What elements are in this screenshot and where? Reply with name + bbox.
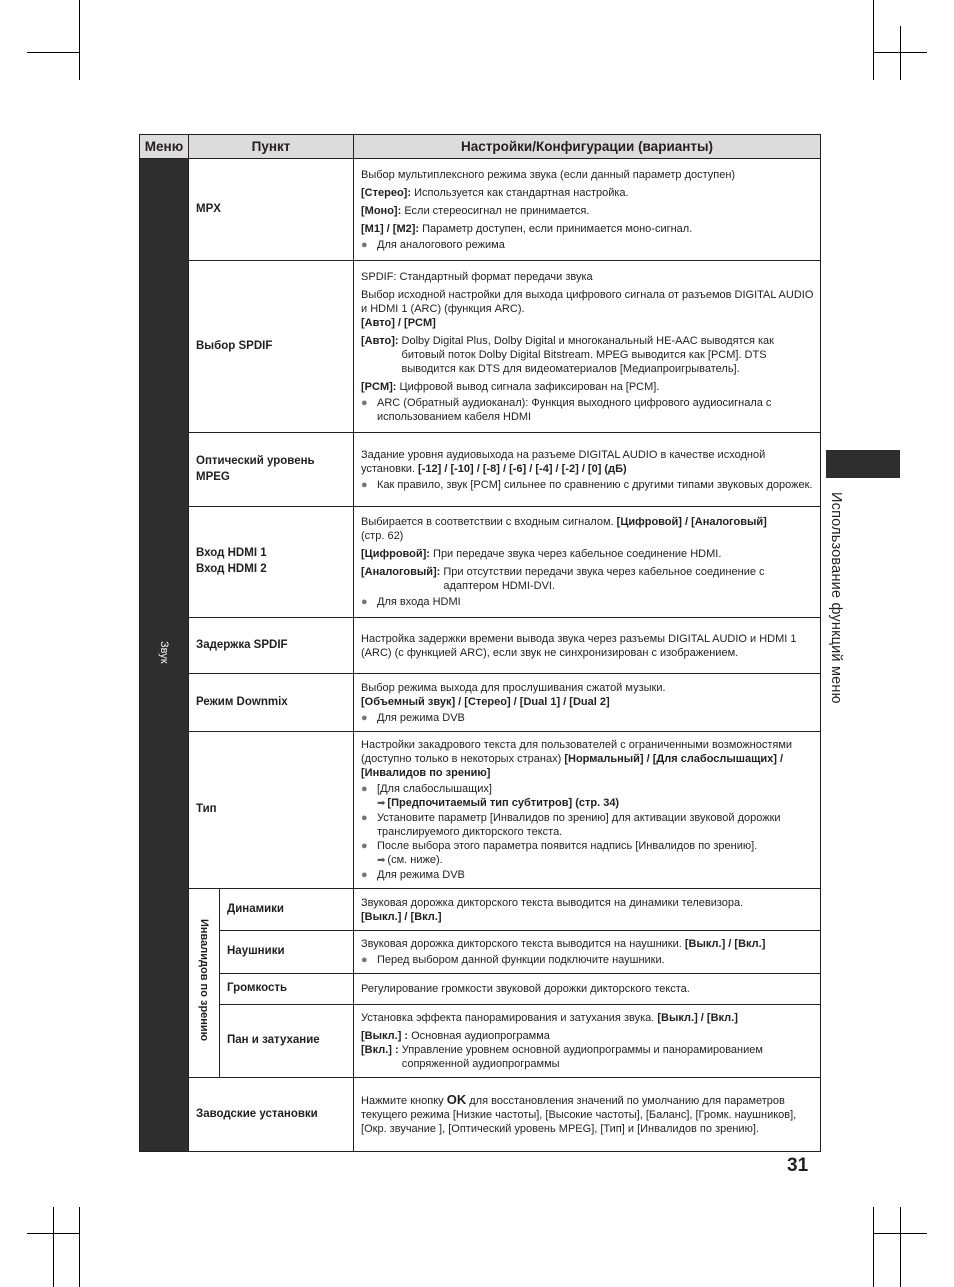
item-spdif: Выбор SPDIF — [189, 261, 354, 433]
desc-line — [361, 565, 814, 593]
table-row — [140, 889, 821, 931]
bullet-item: ● Для режима DVB — [361, 711, 814, 725]
bullet-text: Перед выбором данной функции подключите наушники. — [377, 954, 665, 966]
bullet-text: Установите параметр [Инвалидов по зрению] для активации звуковой дорожки транслируемого дикторского текста. — [377, 812, 781, 838]
sound-menu-table — [139, 134, 821, 1152]
desc-text: Настройка задержки времени вывода звука через разъемы DIGITAL AUDIO и HDMI 1 (ARC) (с функцией ARC), если звук не синхронизирован с изображением. — [361, 632, 797, 659]
desc-text: SPDIF: Стандартный формат передачи звука — [361, 270, 593, 283]
bullet-text: Как правило, звук [PCM] сильнее по сравнению с другими типами звуковых дорожек. — [377, 478, 813, 491]
bullet-item: ● Для аналогового режима — [361, 238, 814, 252]
table-row — [140, 974, 821, 1005]
table-row — [140, 507, 821, 618]
desc-line — [361, 738, 814, 780]
desc-text: Основная аудиопрограмма — [411, 1030, 550, 1042]
desc-text: Звуковая дорожка дикторского текста выводится на динамики телевизора. — [361, 896, 744, 909]
desc-text: При отсутствии передачи звука через кабельное соединение с адаптером HDMI-DVI. — [443, 566, 765, 592]
desc-optical — [354, 433, 821, 507]
desc-text: Выбор режима выхода для прослушивания сжатой музыки. — [361, 681, 666, 694]
desc-mpx — [354, 159, 821, 261]
table-header — [140, 135, 821, 159]
desc-text: Используется как стандартная настройка. — [414, 186, 629, 199]
desc-hdmi — [354, 507, 821, 618]
table-row — [140, 732, 821, 889]
crop-mark — [873, 0, 874, 80]
bullet-item: ● ARC (Обратный аудиоканал): Функция выходного цифрового аудиосигнала с использованием кабеля HDMI — [361, 396, 814, 424]
bullet-item: ● [Для слабослышащих] ➡ [Предпочитаемый тип субтитров] (стр. 34) — [361, 783, 620, 809]
desc-line — [361, 547, 814, 561]
item-hdmi — [189, 507, 354, 618]
desc-line — [361, 1093, 814, 1136]
crop-mark — [900, 26, 901, 80]
subsection-label: Инвалидов по зрению — [198, 919, 210, 1042]
desc-text: Регулирование громкости звуковой дорожки дикторского текста. — [361, 983, 690, 995]
arrow-right-icon: ➡ — [377, 798, 386, 809]
desc-text: Параметр доступен, если принимается моно-сигнал. — [422, 222, 693, 235]
option-label: [Авто]: — [361, 334, 399, 347]
desc-line — [361, 380, 814, 394]
side-tab-label: Использование функций меню — [828, 492, 844, 704]
desc-pan — [354, 1005, 821, 1078]
ok-button-label: OK — [446, 1092, 467, 1107]
table-row — [140, 159, 821, 261]
options-text: [Авто] / [PCM] — [361, 316, 436, 329]
desc-line — [361, 681, 814, 709]
table-row — [140, 674, 821, 732]
desc-line — [361, 1029, 814, 1043]
desc-line — [361, 515, 814, 543]
desc-reset — [354, 1078, 821, 1152]
section-sound — [140, 159, 189, 1152]
option-label: [Выкл.] : — [361, 1030, 409, 1042]
page-number: 31 — [787, 1155, 809, 1176]
desc-line — [361, 186, 814, 200]
option-label: [PCM]: — [361, 380, 397, 393]
desc-line — [361, 448, 814, 476]
bullet-text: Для режима DVB — [377, 869, 465, 881]
desc-text: Цифровой вывод сигнала зафиксирован на [PCM]. — [399, 380, 660, 393]
options-text: [Выкл.] / [Вкл.] — [657, 1012, 738, 1024]
item-pan: Пан и затухание — [220, 1005, 354, 1078]
item-delay: Задержка SPDIF — [189, 618, 354, 674]
crop-mark — [53, 1207, 54, 1287]
header-menu: Меню — [140, 135, 189, 159]
bullet-item: ● Для входа HDMI — [361, 595, 814, 609]
desc-delay — [354, 618, 821, 674]
page-ref: (стр. 62) — [361, 530, 404, 542]
bullet-text: Для режима DVB — [377, 711, 465, 724]
bullet-text: Для аналогового режима — [377, 238, 505, 251]
header-item: Пункт — [189, 135, 354, 159]
desc-text: Нажмите кнопку — [361, 1095, 444, 1107]
desc-text: Выбор мультиплексного режима звука (если данный параметр доступен) — [361, 168, 736, 181]
desc-text: Установка эффекта панорамирования и затухания звука. — [361, 1012, 655, 1024]
table-row — [140, 931, 821, 974]
desc-text: Dolby Digital Plus, Dolby Digital и многоканальный HE-AAC выводятся как битовый поток Dolby Digital Bitstream. MPEG выводится как [PCM]. DTS выводится как DTS для видеоматериалов [Медиапроигрыватель]. — [401, 334, 774, 375]
desc-text: Задание уровня аудиовыхода на разъеме DIGITAL AUDIO в качестве исходной установки. — [361, 448, 766, 475]
option-label: [Моно]: — [361, 204, 402, 217]
bullet-text: ARC (Обратный аудиоканал): Функция выходного цифрового аудиосигнала с использованием кабеля HDMI — [377, 396, 772, 423]
option-label: [Вкл.] : — [361, 1044, 399, 1056]
bullet-item: ● Как правило, звук [PCM] сильнее по сравнению с другими типами звуковых дорожек. — [361, 478, 813, 491]
item-mpx: MPX — [189, 159, 354, 261]
desc-line — [361, 1043, 814, 1071]
desc-line — [361, 204, 814, 218]
item-downmix: Режим Downmix — [189, 674, 354, 732]
option-label: [Аналоговый]: — [361, 566, 441, 578]
bullet-item: ● Установите параметр [Инвалидов по зрению] для активации звуковой дорожки транслируемого дикторского текста. — [361, 811, 814, 839]
desc-text: Звуковая дорожка дикторского текста выводится на наушники. — [361, 938, 682, 950]
desc-volume — [354, 974, 821, 1005]
desc-line — [361, 937, 814, 951]
crop-mark — [27, 52, 80, 53]
table-row — [140, 261, 821, 433]
item-volume: Громкость — [220, 974, 354, 1005]
bullet-item: ● Для режима DVB — [361, 868, 814, 882]
crop-mark — [900, 1207, 901, 1287]
options-text: [Выкл.] / [Вкл.] — [361, 910, 442, 923]
crop-mark — [79, 0, 80, 80]
desc-spdif — [354, 261, 821, 433]
desc-text: Настройки закадрового текста для пользователей с ограниченными возможностями (доступно только в некоторых странах) — [361, 739, 793, 765]
bullet-text: Для входа HDMI — [377, 596, 461, 608]
item-speakers: Динамики — [220, 889, 354, 931]
desc-text: Если стереосигнал не принимается. — [404, 204, 590, 217]
desc-headphones — [354, 931, 821, 974]
option-label: [Стерео]: — [361, 186, 412, 199]
desc-speakers — [354, 889, 821, 931]
crop-mark — [873, 1207, 874, 1287]
item-label: Вход HDMI 2 — [196, 563, 267, 575]
desc-line — [361, 334, 814, 376]
options-text: [-12] / [-10] / [-8] / [-6] / [-4] / [-2] / [0] (дБ) — [418, 462, 627, 475]
item-optical: Оптический уровень MPEG — [189, 433, 354, 507]
desc-line — [361, 1011, 814, 1025]
subsection-visually-impaired — [189, 889, 220, 1078]
options-text: [Нормальный] / [Для слабослышащих] / [Инвалидов по зрению] — [361, 753, 784, 779]
bullet-item: ● Перед выбором данной функции подключите наушники. — [361, 953, 814, 967]
bullet-item: ● После выбора этого параметра появится надпись [Инвалидов по зрению]. ➡ (см. ниже). — [361, 840, 758, 866]
options-text: [Выкл.] / [Вкл.] — [684, 938, 766, 950]
options-text: [Объемный звук] / [Стерео] / [Dual 1] / [Dual 2] — [361, 695, 610, 708]
options-text: [Цифровой] / [Аналоговый] — [616, 516, 767, 528]
table-row — [140, 618, 821, 674]
desc-text: Выбирается в соответствии с входным сигналом. — [361, 516, 614, 528]
section-label: Звук — [158, 641, 170, 664]
cross-reference: [Предпочитаемый тип субтитров] (стр. 34) — [387, 797, 620, 809]
table-row — [140, 1005, 821, 1078]
item-headphones: Наушники — [220, 931, 354, 974]
desc-line — [361, 222, 814, 236]
option-label: [Цифровой]: — [361, 548, 430, 560]
option-label: [M1] / [M2]: — [361, 222, 420, 235]
desc-line — [361, 288, 814, 330]
header-settings: Настройки/Конфигурации (варианты) — [354, 135, 821, 159]
desc-text: Выбор исходной настройки для выхода цифрового сигнала от разъемов DIGITAL AUDIO и HDMI 1 (ARC) (функция ARC). — [361, 288, 814, 315]
bullet-text: После выбора этого параметра появится надпись [Инвалидов по зрению]. — [377, 840, 758, 852]
desc-type — [354, 732, 821, 889]
crop-mark — [79, 1207, 80, 1287]
desc-text: для восстановления значений по умолчанию для параметров текущего режима [Низкие частоты], [Высокие частоты], [Баланс], [Громк. наушников], [Окр. звучание ], [Оптический уровень MPEG], [Тип] и [Инвалидов по зрению]. — [361, 1095, 797, 1135]
arrow-right-icon: ➡ — [377, 855, 386, 866]
table-row — [140, 1078, 821, 1152]
bullet-text: [Для слабослышащих] — [377, 783, 492, 795]
desc-downmix — [354, 674, 821, 732]
cross-reference: (см. ниже). — [387, 854, 443, 866]
item-label: Вход HDMI 1 — [196, 547, 267, 560]
item-reset: Заводские установки — [189, 1078, 354, 1152]
side-tab-marker — [826, 450, 900, 478]
table-row — [140, 433, 821, 507]
desc-line — [361, 896, 814, 924]
desc-text: При передаче звука через кабельное соединение HDMI. — [433, 548, 722, 560]
item-type: Тип — [189, 732, 354, 889]
desc-text: Управление уровнем основной аудиопрограммы и панорамированием сопряженной аудиопрограммы — [401, 1044, 763, 1070]
